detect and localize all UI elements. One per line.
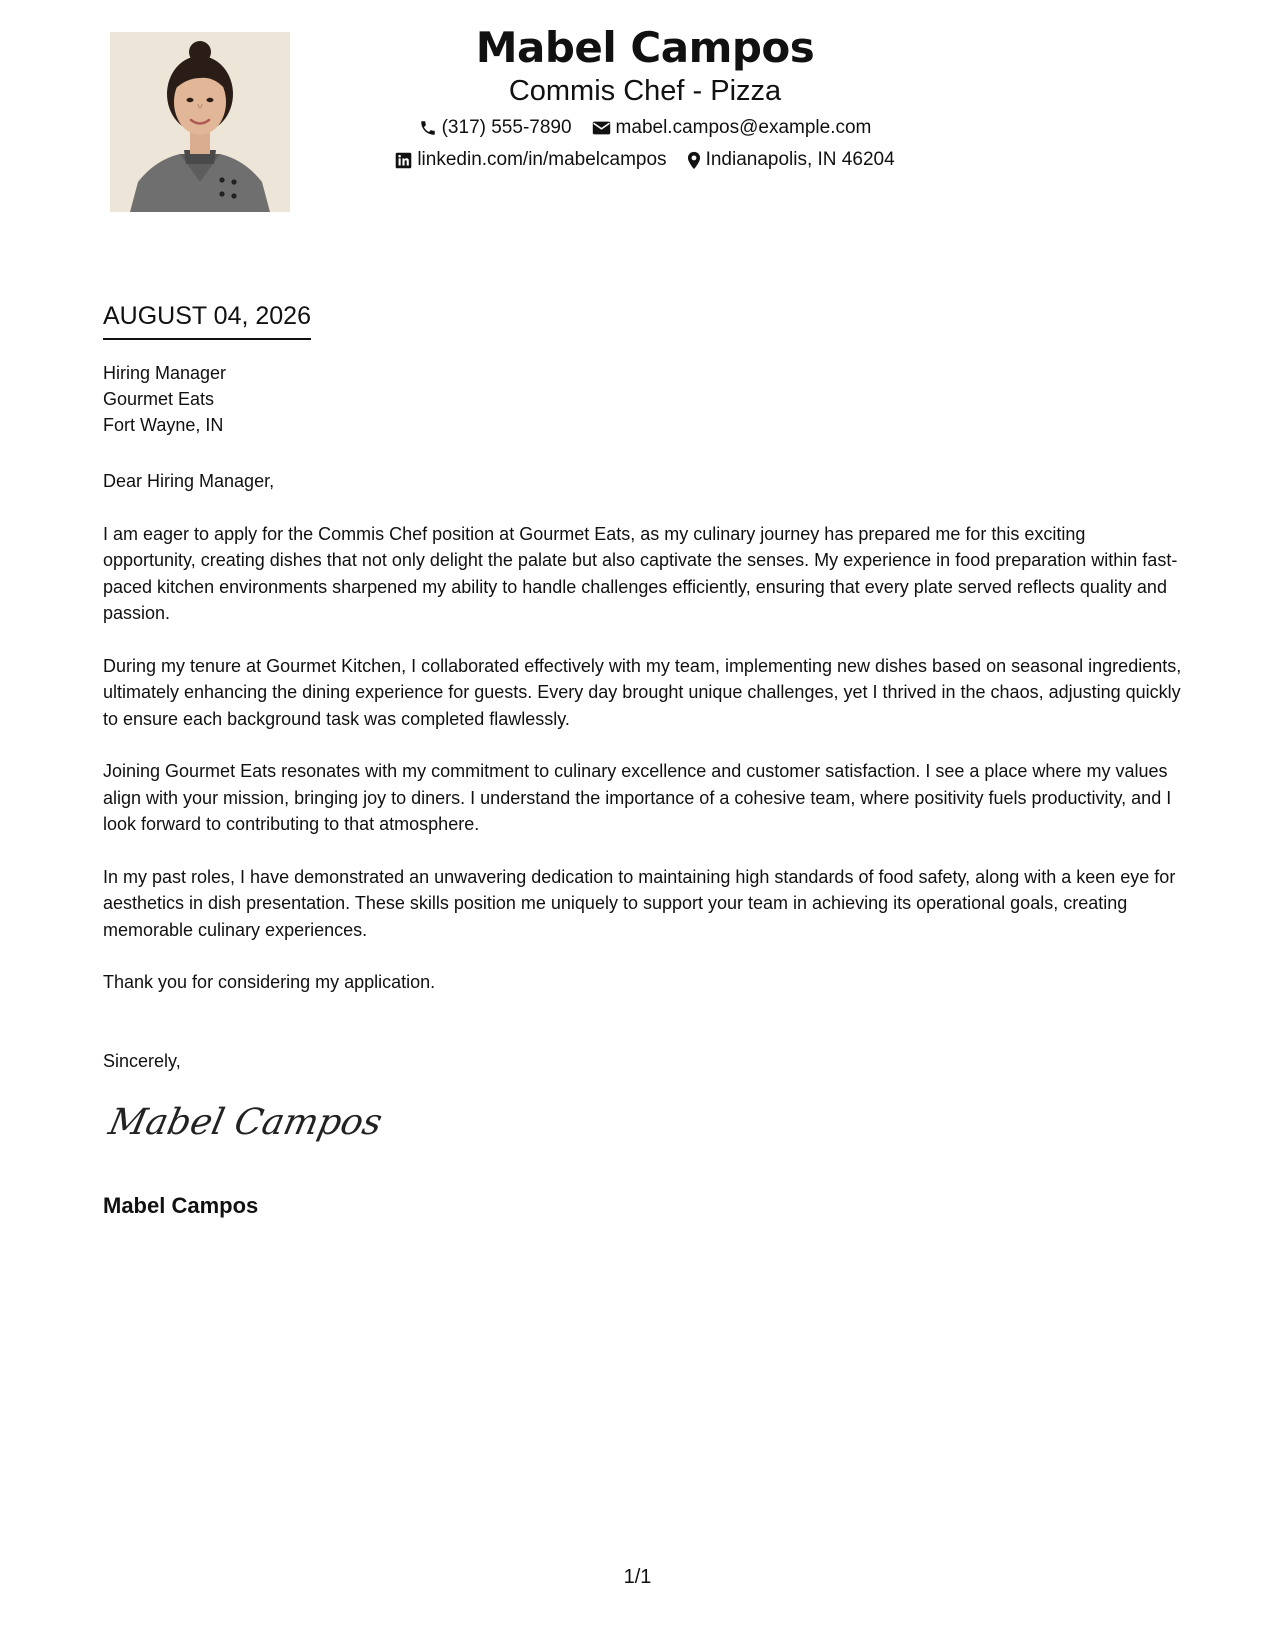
resume-header bbox=[330, 20, 960, 176]
linkedin-url: linkedin.com/in/mabelcampos bbox=[417, 149, 667, 170]
recipient-block bbox=[103, 360, 226, 438]
envelope-icon bbox=[592, 120, 611, 136]
body-paragraph: In my past roles, I have demonstrated an unwavering dedication to maintaining high standards of food safety, along with a keen eye for aesthetics in dish presentation. These skills position me uniquely to support your team in achieving its operational goals, creating memorable culinary experiences. bbox=[103, 866, 1176, 940]
linkedin-contact[interactable] bbox=[395, 144, 666, 176]
chef-portrait-image bbox=[110, 32, 290, 212]
phone-contact[interactable] bbox=[419, 112, 572, 144]
email-contact[interactable] bbox=[592, 112, 872, 144]
recipient-title: Hiring Manager bbox=[103, 363, 227, 383]
profile-photo bbox=[110, 32, 290, 212]
linkedin-icon bbox=[395, 152, 412, 169]
closing: Sincerely, bbox=[103, 1051, 181, 1071]
body-paragraph: During my tenure at Gourmet Kitchen, I collaborated effectively with my team, implementing new dishes based on seasonal ingredients, ultimately enhancing the dining experience for guests. Every day brought unique challenges, yet I thrived in the chaos, adjusting quickly to ensure each background task was completed flawlessly. bbox=[103, 655, 1182, 729]
signature-text: Mabel Campos bbox=[105, 1100, 387, 1143]
letter-date: AUGUST 04, 2026 bbox=[103, 300, 311, 340]
location-text: Indianapolis, IN 46204 bbox=[705, 149, 895, 170]
phone-icon bbox=[419, 119, 437, 137]
phone-number: (317) 555-7890 bbox=[441, 117, 572, 138]
letter-body bbox=[103, 468, 1183, 1022]
location-contact bbox=[687, 144, 895, 176]
recipient-company: Gourmet Eats bbox=[103, 389, 215, 409]
body-paragraph: Thank you for considering my application. bbox=[103, 972, 436, 992]
map-pin-icon bbox=[687, 151, 701, 170]
body-paragraph: I am eager to apply for the Commis Chef position at Gourmet Eats, as my culinary journey has prepared me for this exciting opportunity, creating dishes that not only delight the palate but also captivate the senses. My experience in food preparation within fast-paced kitchen environments sharpened my ability to handle challenges efficiently, ensuring that every plate served reflects quality and passion. bbox=[103, 523, 1178, 623]
salutation: Dear Hiring Manager, bbox=[103, 471, 275, 491]
signature-image bbox=[105, 1092, 387, 1152]
job-title: Commis Chef - Pizza bbox=[508, 75, 782, 107]
contact-line-2 bbox=[330, 144, 960, 176]
recipient-location: Fort Wayne, IN bbox=[103, 415, 224, 435]
email-address: mabel.campos@example.com bbox=[615, 117, 872, 138]
contact-info bbox=[330, 112, 960, 176]
page-number: 1/1 bbox=[623, 1566, 652, 1588]
signed-name: Mabel Campos bbox=[103, 1193, 259, 1218]
handwritten-signature bbox=[105, 1092, 387, 1152]
applicant-name: Mabel Campos bbox=[475, 23, 815, 72]
contact-line-1 bbox=[330, 112, 960, 144]
body-paragraph: Joining Gourmet Eats resonates with my commitment to culinary excellence and customer satisfaction. I see a place where my values align with your mission, bringing joy to diners. I understand the importance of a cohesive team, where positivity fuels productivity, and I look forward to contributing to that atmosphere. bbox=[103, 761, 1172, 834]
